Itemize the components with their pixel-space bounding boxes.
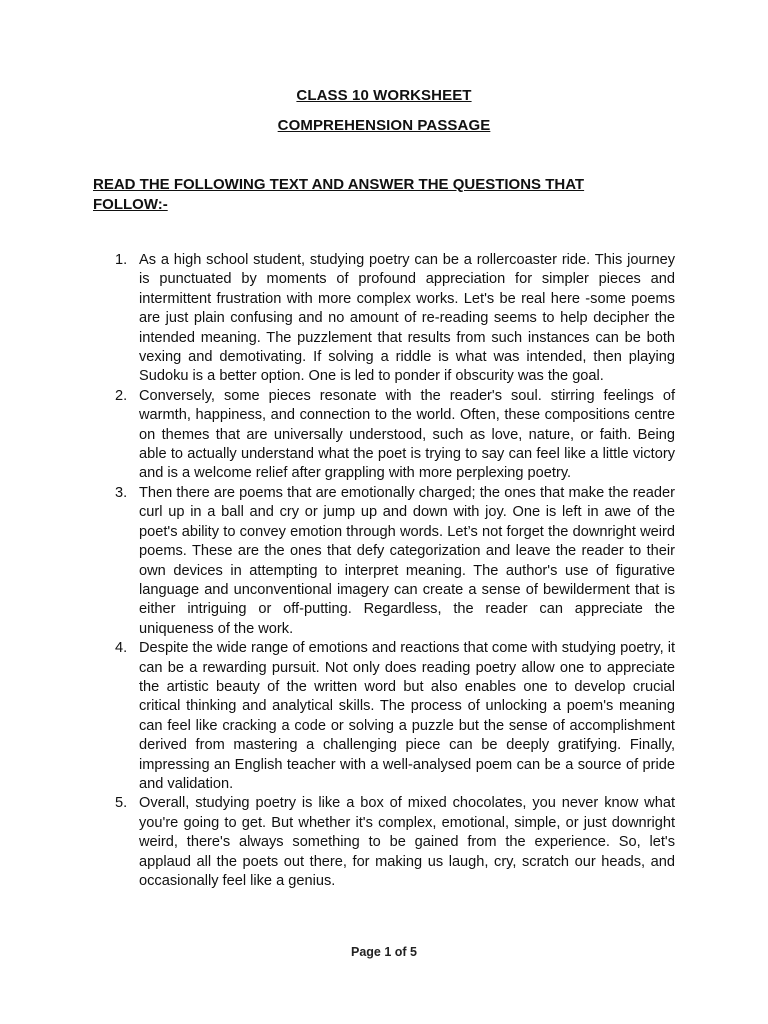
passage-item-text: Conversely, some pieces resonate with the reader's soul. stirring feelings of warmth, happiness, and connection to the world. Often, these compositions centre on themes that are universally understood, such as love, nature, or faith. Being able to actually understand what the poet is trying to say can feel like a little victory and is a welcome relief after grappling with more perplexing poetry. bbox=[139, 387, 675, 482]
passage-item-number: 3. bbox=[115, 484, 128, 501]
passage-item-text: Despite the wide range of emotions and reactions that come with studying poetry, it can be a rewarding pursuit. Not only does reading poetry allow one to appreciate the artistic beauty of the written word but also enables one to develop crucial critical thinking and analytical skills. The process of unlocking a poem's meaning can feel like cracking a code or solving a puzzle but the sense of accomplishment derived from mastering a challenging piece can be deeply gratifying. Finally, impressing an English teacher with a well-analysed poem can be a source of pride and validation. bbox=[139, 640, 675, 792]
passage-item bbox=[93, 387, 675, 484]
passage-list bbox=[93, 251, 675, 891]
passage-item bbox=[93, 251, 675, 387]
passage-item-number: 1. bbox=[115, 252, 128, 268]
passage-item-number: 4. bbox=[115, 640, 128, 657]
passage-item bbox=[93, 794, 675, 891]
page-number: Page 1 of 5 bbox=[351, 945, 417, 959]
passage-item-number: 2. bbox=[115, 387, 128, 404]
passage-item-text: Overall, studying poetry is like a box of mixed chocolates, you never know what you're going to get. But whether it's complex, emotional, simple, or just downright weird, there's always something to be gained from the experience. So, let's applaud all the poets out there, for making us laugh, cry, scratch our heads, and occasionally feel like a genius. bbox=[139, 795, 675, 889]
passage-item bbox=[93, 484, 675, 639]
passage-item-text: Then there are poems that are emotionally charged; the ones that make the reader curl up in a ball and cry or jump up and down with joy. One is left in awe of the poet's ability to convey emotion through words. Let’s not forget the downright weird poems. These are the ones that defy categorization and leave the reader to their own devices in attempting to interpret meaning. The author's use of figurative language and unconventional imagery can create a sense of bewilderment that is either intriguing or off-putting. Regardless, the reader can appreciate the uniqueness of the work. bbox=[139, 484, 675, 637]
passage-item bbox=[93, 639, 675, 794]
instruction-heading: READ THE FOLLOWING TEXT AND ANSWER THE QUESTIONS THAT FOLLOW:- bbox=[93, 176, 585, 213]
page-title: CLASS 10 WORKSHEET bbox=[296, 87, 472, 104]
page-subtitle: COMPREHENSION PASSAGE bbox=[277, 117, 491, 134]
passage-item-text: As a high school student, studying poetry can be a rollercoaster ride. This journey is punctuated by moments of profound appreciation for simpler pieces and intermittent frustration with more complex works. Let's be real here -some poems are just plain confusing and no amount of re-reading seems to help decipher the intended meaning. The puzzlement that results from such instances can be both vexing and demotivating. If solving a riddle is what was intended, then playing Sudoku is a better option. One is led to ponder if obscurity was the goal. bbox=[139, 252, 675, 385]
passage-item-number: 5. bbox=[115, 795, 128, 812]
